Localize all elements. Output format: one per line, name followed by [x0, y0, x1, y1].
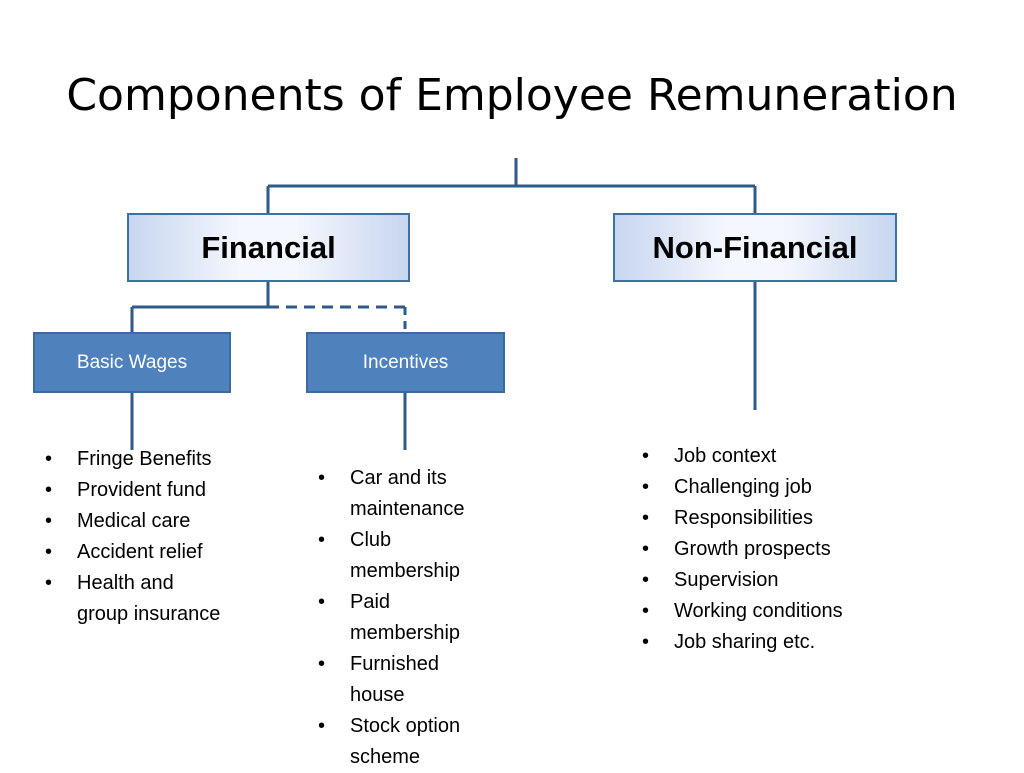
- incentives-label: Incentives: [362, 351, 449, 373]
- non-financial-node: [613, 213, 897, 282]
- basic-wages-node: [33, 332, 231, 393]
- list-item: • Medical care: [45, 506, 230, 537]
- list-item: • Stock option scheme: [318, 711, 498, 773]
- list-item: • Accident relief: [45, 537, 230, 568]
- financial-label: Financial: [201, 229, 336, 265]
- list-item: • Provident fund: [45, 475, 230, 506]
- list-item: • Paid membership: [318, 587, 498, 649]
- financial-node: [127, 213, 410, 282]
- list-item: • Growth prospects: [642, 534, 892, 565]
- list-item: • Job context: [642, 441, 892, 472]
- basic-wages-list: [45, 444, 230, 630]
- list-item: • Health and group insurance: [45, 568, 230, 630]
- page-title: Components of Employee Remuneration: [66, 70, 958, 121]
- list-item: • Club membership: [318, 525, 498, 587]
- non-financial-label: Non-Financial: [652, 229, 858, 265]
- list-item: • Furnished house: [318, 649, 498, 711]
- incentives-list: [318, 463, 498, 773]
- list-item: • Supervision: [642, 565, 892, 596]
- basic-wages-label: Basic Wages: [76, 351, 188, 373]
- list-item: • Car and its maintenance: [318, 463, 498, 525]
- list-item: • Working conditions: [642, 596, 892, 627]
- list-item: • Responsibilities: [642, 503, 892, 534]
- non-financial-list: [642, 441, 892, 658]
- list-item: • Fringe Benefits: [45, 444, 230, 475]
- list-item: • Challenging job: [642, 472, 892, 503]
- incentives-node: [306, 332, 505, 393]
- list-item: • Job sharing etc.: [642, 627, 892, 658]
